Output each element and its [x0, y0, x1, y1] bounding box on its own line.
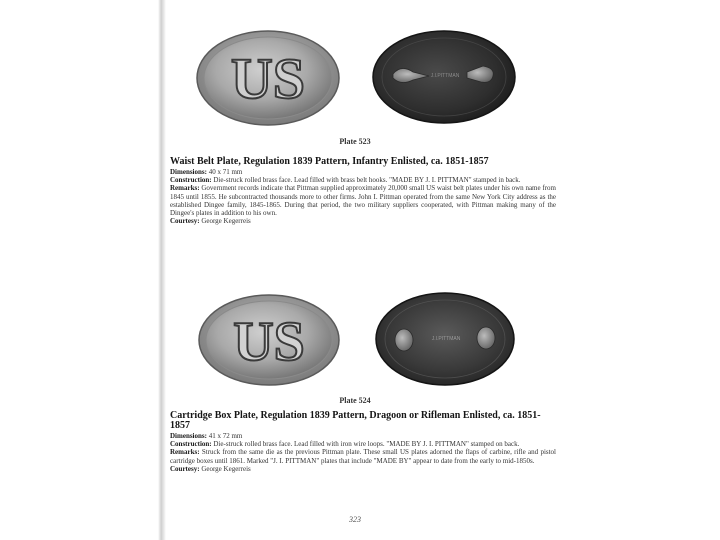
plate-524-remarks: Remarks: Struck from the same die as the previous Pittman plate. These small US plates adorned the flaps of carbine, rifle and pistol cartridge boxes until 1861. Marked "J. I. PITTMAN" plates that include "MADE BY" appear to date from the early to mid-1850s. — [170, 448, 557, 465]
plate-524-title: Cartridge Box Plate, Regulation 1839 Pattern, Dragoon or Rifleman Enlisted, ca. 1851-1857 — [170, 410, 541, 431]
plate-523-remarks: Remarks: Government records indicate that Pittman supplied approximately 20,000 small US waist belt plates under his own name from 1845 until 1855. He subcontracted thousands more to other firms. John I. Pittman operated from the same New York City address as the established Dingee family, 1845-1865. During that period, the two military suppliers cooperated, with Pittman making many of the Dingee's plates in addition to his own. — [170, 184, 557, 218]
plate-523-front-photo — [195, 28, 341, 128]
plate-523-front-letters: US — [230, 46, 306, 111]
plate-524-caption: Plate 524 — [339, 396, 371, 405]
plate-524-back-stamp: J.I.PITTMAN — [431, 336, 461, 342]
plate-524-front-letters: US — [233, 311, 305, 373]
plate-523-dimensions: Dimensions: 40 x 71 mm — [170, 168, 243, 176]
plate-523-back-stamp: J.I.PITTMAN — [430, 73, 460, 79]
plate-523-back-photo — [371, 28, 517, 126]
plate-523-entry — [170, 157, 556, 225]
plate-523-construction: Construction: Die-struck rolled brass face. Lead filled with brass belt hooks. "MADE BY J. I. PITTMAN" stamped in back. — [170, 176, 521, 185]
plate-524-courtesy: Courtesy: George Kegerreis — [170, 464, 251, 473]
book-spine-shadow — [158, 0, 166, 540]
plate-524-construction: Construction: Die-struck rolled brass face. Lead filled with iron wire loops. "MADE BY J. I. PITTMAN" stamped on back. — [170, 440, 520, 449]
page-number: 323 — [349, 515, 361, 524]
plate-524-entry — [170, 411, 556, 473]
plate-523-caption: Plate 523 — [339, 137, 371, 146]
plate-524-dimensions: Dimensions: 41 x 72 mm — [170, 432, 243, 440]
plate-524-front-photo — [197, 292, 341, 388]
plate-523-courtesy: Courtesy: George Kegerreis — [170, 217, 251, 226]
plate-524-back-photo — [374, 290, 516, 388]
plate-523-title: Waist Belt Plate, Regulation 1839 Pattern, Infantry Enlisted, ca. 1851-1857 — [170, 156, 489, 167]
